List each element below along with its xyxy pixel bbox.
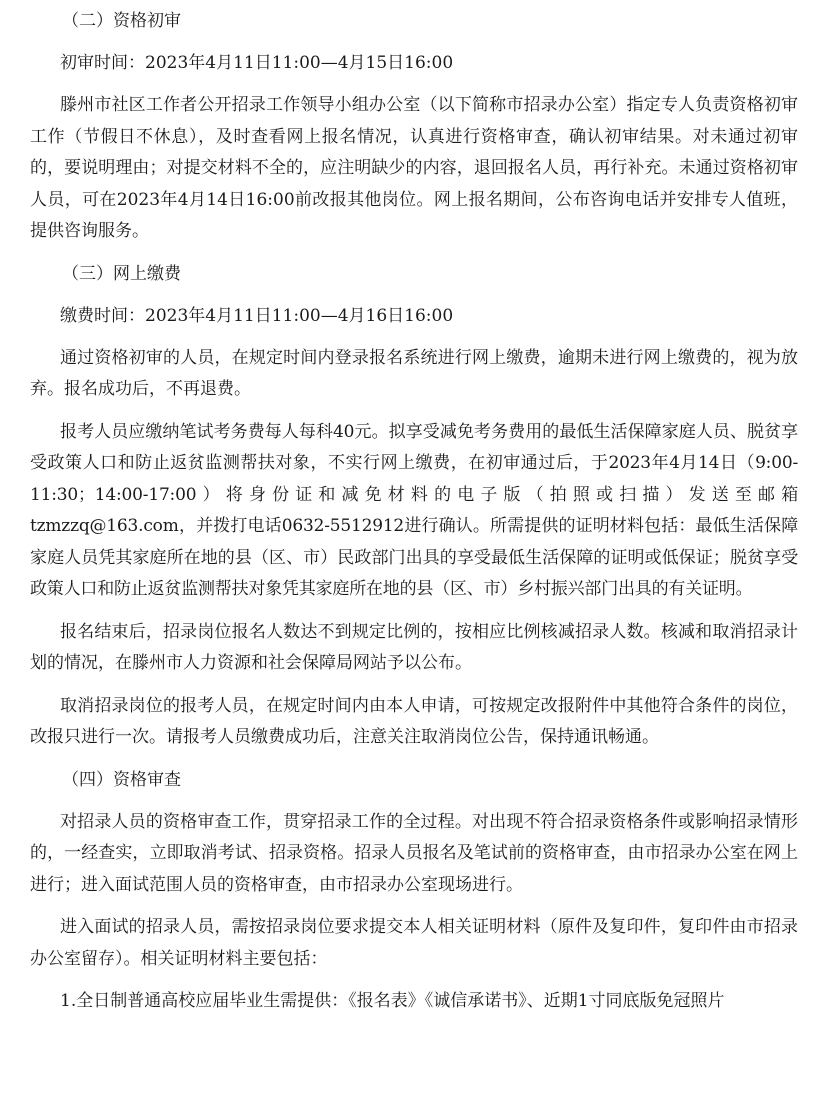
- qualification-review-paragraph-1: 对招录人员的资格审查工作，贯穿招录工作的全过程。对出现不符合招录资格条件或影响招录情形的，一经查实，立即取消考试、招录资格。招录人员报名及笔试前的资格审查，由市招录办公室在网上进行；进入面试范围人员的资格审查，由市招录办公室现场进行。: [30, 811, 798, 895]
- section-3-heading: （三）网上缴费: [62, 263, 181, 284]
- payment-paragraph-1: 通过资格初审的人员，在规定时间内登录报名系统进行网上缴费，逾期未进行网上缴费的，视为放弃。报名成功后，不再退费。: [30, 347, 798, 399]
- payment-time: 缴费时间：2023年4月11日11:00—4月16日16:00: [60, 305, 454, 326]
- section-4-heading: （四）资格审查: [62, 769, 181, 790]
- preliminary-review-time: 初审时间：2023年4月11日11:00—4月15日16:00: [60, 53, 454, 73]
- payment-paragraph-2: 报考人员应缴纳笔试考务费每人每科40元。拟享受减免考务费用的最低生活保障家庭人员、脱贫享受政策人口和防止返贫监测帮扶对象，不实行网上缴费，在初审通过后，于2023年4月14日（9:00-11:30；14:00-17:00）将身份证和减免材料的电子版（拍照或扫描）发送至邮箱tzmzzq@163.com，并拨打电话0632-5512912进行确认。所需提供的证明材料包括：最低生活保障家庭人员凭其家庭所在地的县（区、市）民政部门出具的享受最低生活保障的证明或低保证；脱贫享受政策人口和防止返贫监测帮扶对象凭其家庭所在地的县（区、市）乡村振兴部门出具的有关证明。: [30, 421, 798, 599]
- section-2-heading: （二）资格初审: [62, 11, 181, 31]
- payment-paragraph-4: 取消招录岗位的报考人员，在规定时间内由本人申请，可按规定改报附件中其他符合条件的岗位，改报只进行一次。请报考人员缴费成功后，注意关注取消岗位公告，保持通讯畅通。: [30, 695, 798, 747]
- preliminary-review-paragraph: 滕州市社区工作者公开招录工作领导小组办公室（以下简称市招录办公室）指定专人负责资格初审工作（节假日不休息），及时查看网上报名情况，认真进行资格审查，确认初审结果。对未通过初审的，要说明理由；对提交材料不全的，应注明缺少的内容，退回报名人员，再行补充。未通过资格初审人员，可在2023年4月14日16:00前改报其他岗位。网上报名期间，公布咨询电话并安排专人值班，提供咨询服务。: [30, 95, 798, 241]
- qualification-review-paragraph-2: 进入面试的招录人员，需按招录岗位要求提交本人相关证明材料（原件及复印件，复印件由市招录办公室留存）。相关证明材料主要包括：: [30, 917, 798, 969]
- materials-list-item-1: 1.全日制普通高校应届毕业生需提供：《报名表》《诚信承诺书》、近期1寸同底版免冠照片: [60, 991, 725, 1011]
- payment-paragraph-3: 报名结束后，招录岗位报名人数达不到规定比例的，按相应比例核减招录人数。核减和取消招录计划的情况，在滕州市人力资源和社会保障局网站予以公布。: [30, 621, 798, 673]
